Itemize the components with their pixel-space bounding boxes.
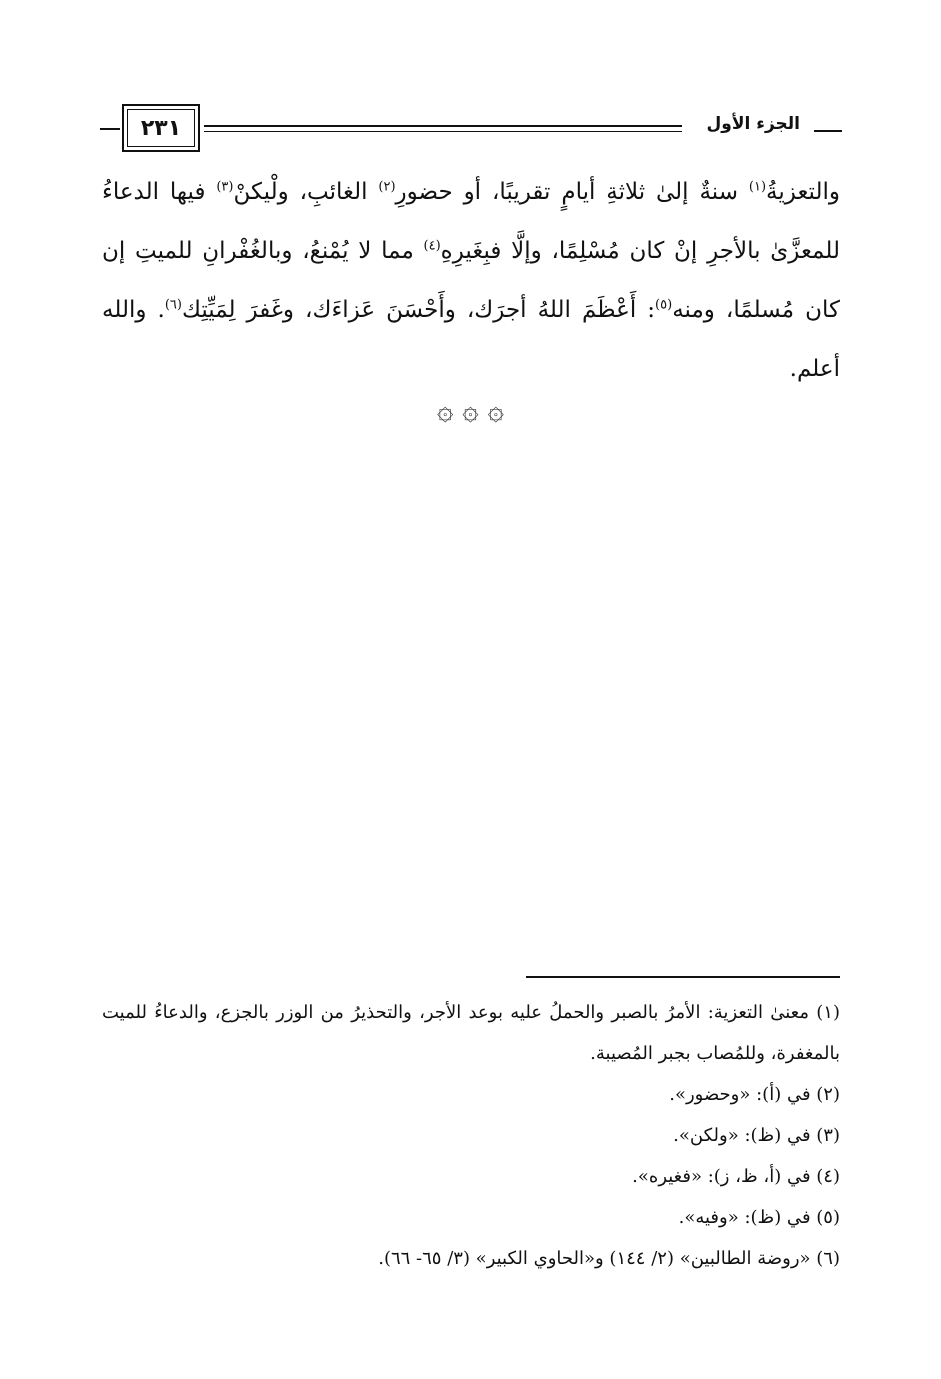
footnote-2: (٢) في (أ): «وحضور». — [669, 1084, 840, 1105]
footnote-ref[interactable]: (٦) — [164, 297, 182, 313]
text-segment: . والله أعلم. — [102, 297, 840, 382]
footnote-ref[interactable]: (٤) — [423, 238, 441, 254]
text-segment: والتعزيةُ — [766, 179, 840, 205]
footnote-4: (٤) في (أ، ظ، ز): «فغيره». — [632, 1166, 840, 1187]
text-segment: مما لا يُمْنعُ، وبالغُفْرانِ للميتِ إن كان مُسلمًا، ومنه — [102, 238, 840, 323]
footnote-ref[interactable]: (١) — [748, 179, 767, 195]
main-paragraph — [102, 163, 840, 399]
footnote-separator — [526, 976, 840, 978]
text-segment: فيها الدعاءُ للمعزَّىٰ بالأجرِ إنْ كان مُسْلِمًا، وإلَّا فبِغَيرِهِ — [102, 179, 840, 264]
header-dash-right — [814, 130, 842, 132]
footnote-1: (١) معنىٰ التعزية: الأمرُ بالصبر والحملُ عليه بوعد الأجر، والتحذيرُ من الوزر بالجزع، والدعاءُ للميت بالمغفرة، وللمُصاب بجبر المُصيبة. — [102, 1002, 840, 1064]
text-segment: سنةٌ إلىٰ ثلاثةِ أيامٍ تقريبًا، أو حضورِ — [395, 179, 749, 205]
footnote-3: (٣) في (ظ): «ولكن». — [673, 1125, 840, 1146]
footnote-ref[interactable]: (٥) — [655, 297, 673, 313]
text-segment: : أَعْظَمَ اللهُ أجرَك، وأَحْسَنَ عَزاءَك، وغَفرَ لِمَيِّتِك — [181, 297, 656, 323]
page-number-frame — [122, 104, 200, 152]
footnotes — [102, 992, 840, 1279]
footnote-ref[interactable]: (٣) — [216, 179, 234, 195]
footnote-ref[interactable]: (٢) — [378, 179, 396, 195]
footnote-5: (٥) في (ظ): «وفيه». — [678, 1207, 840, 1228]
page-header — [100, 100, 842, 160]
main-text — [102, 163, 840, 399]
header-rule — [204, 125, 682, 132]
footnote-6: (٦) «روضة الطالبين» (٢/ ١٤٤) و«الحاوي الكبير» (٣/ ٦٥- ٦٦). — [378, 1248, 840, 1269]
header-dash-left — [100, 128, 120, 130]
running-title: الجزء الأول — [706, 114, 800, 134]
text-segment: الغائبِ، ولْيكنْ — [233, 179, 379, 205]
section-ornament-icon: ۞ ۞ ۞ — [436, 393, 505, 426]
page-number: ٢٣١ — [127, 109, 195, 147]
